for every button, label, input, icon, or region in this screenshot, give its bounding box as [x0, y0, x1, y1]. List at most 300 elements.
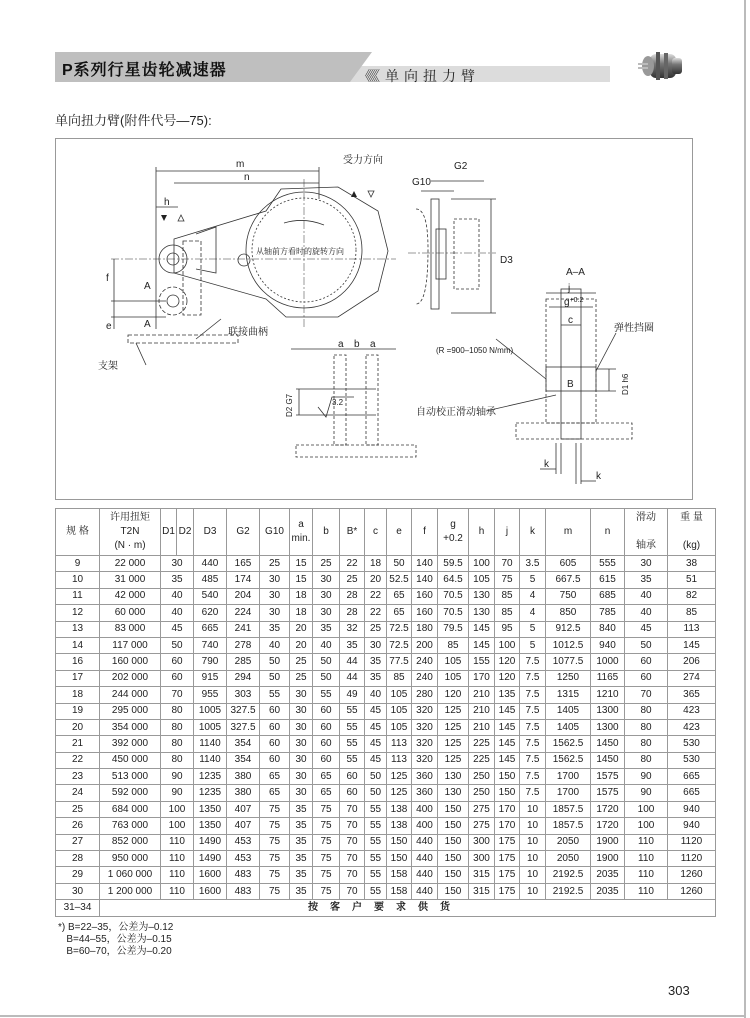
table-cell: 80 [161, 736, 194, 752]
table-row [56, 687, 716, 703]
table-cell: 20 [56, 719, 100, 735]
table-cell: 28 [340, 605, 365, 621]
table-cell: 110 [161, 834, 194, 850]
table-cell: 955 [194, 687, 227, 703]
table-cell: 60 [625, 654, 668, 670]
table-cell: 65 [260, 769, 290, 785]
table-cell: 1260 [668, 883, 716, 899]
table-cell: 1140 [194, 752, 227, 768]
header-G2: G2 [227, 509, 260, 556]
page-edge-right [744, 0, 746, 1018]
table-cell: 50 [313, 654, 340, 670]
footnote [58, 922, 173, 958]
table-cell: 17 [56, 670, 100, 686]
table-cell: 72.5 [387, 637, 412, 653]
table-cell: 140 [412, 556, 438, 572]
table-row [56, 834, 716, 850]
table-cell: 540 [194, 588, 227, 604]
spring-rate-note: (R =900–1050 N/mm) [436, 346, 514, 355]
table-cell: 75 [313, 867, 340, 883]
table-cell: 31 000 [100, 572, 161, 588]
section-title [358, 66, 480, 86]
table-cell: 763 000 [100, 818, 161, 834]
table-cell: 1405 [546, 719, 591, 735]
table-cell: 10 [520, 801, 546, 817]
footnote-line: *) B=22–35，公差为–0.12 [58, 922, 174, 933]
table-cell: 75 [313, 883, 340, 899]
table-cell: 125 [438, 703, 469, 719]
table-cell: 138 [387, 801, 412, 817]
table-cell: 18 [365, 556, 387, 572]
table-cell: 125 [438, 719, 469, 735]
table-cell: 10 [520, 851, 546, 867]
table-cell: 38 [668, 556, 716, 572]
table-cell: 21 [56, 736, 100, 752]
table-row [56, 605, 716, 621]
table-cell: 59.5 [438, 556, 469, 572]
table-cell: 45 [365, 719, 387, 735]
table-cell: 40 [625, 588, 668, 604]
table-cell: 380 [227, 769, 260, 785]
table-cell: 83 000 [100, 621, 161, 637]
table-cell: 23 [56, 769, 100, 785]
table-cell: 1005 [194, 719, 227, 735]
table-cell: 60 [161, 654, 194, 670]
table-cell: 1300 [591, 703, 625, 719]
table-cell: 2035 [591, 867, 625, 883]
table-cell: 30 [313, 605, 340, 621]
table-cell: 105 [469, 572, 495, 588]
table-row [56, 801, 716, 817]
table-cell: 145 [469, 621, 495, 637]
table-cell: 18 [56, 687, 100, 703]
header-f: f [412, 509, 438, 556]
table-cell: 155 [469, 654, 495, 670]
table-cell: 40 [625, 605, 668, 621]
table-cell: 130 [438, 785, 469, 801]
table-cell: 45 [365, 703, 387, 719]
table-cell: 244 000 [100, 687, 161, 703]
table-cell: 7.5 [520, 769, 546, 785]
table-cell: 75 [313, 818, 340, 834]
table-cell: 85 [668, 605, 716, 621]
dim-D1h6: D1 h6 [621, 373, 630, 395]
table-cell: 40 [313, 637, 340, 653]
table-cell: 145 [495, 719, 520, 735]
table-cell: 55 [365, 801, 387, 817]
table-cell: 150 [387, 834, 412, 850]
table-cell: 12 [56, 605, 100, 621]
table-cell: 423 [668, 719, 716, 735]
table-cell: 9 [56, 556, 100, 572]
table-cell: 1600 [194, 867, 227, 883]
table-cell: 35 [340, 637, 365, 653]
table-cell: 35 [290, 867, 313, 883]
dim-k-left: k [544, 459, 549, 470]
table-cell: 85 [495, 588, 520, 604]
table-cell: 1450 [591, 736, 625, 752]
header-j: j [495, 509, 520, 556]
table-cell: 125 [438, 736, 469, 752]
table-cell: 30 [290, 687, 313, 703]
dim-f: f [106, 273, 109, 284]
table-cell: 45 [625, 621, 668, 637]
table-cell: 175 [495, 883, 520, 899]
table-cell: 60 [340, 785, 365, 801]
table-cell: 360 [412, 785, 438, 801]
table-cell: 170 [495, 801, 520, 817]
table-row [56, 621, 716, 637]
table-cell: 30 [290, 736, 313, 752]
roughness-value: 3.2 [332, 398, 344, 407]
table-cell: 275 [469, 818, 495, 834]
table-cell: 785 [591, 605, 625, 621]
table-cell: 113 [387, 736, 412, 752]
table-cell: 75 [260, 851, 290, 867]
table-cell: 55 [340, 719, 365, 735]
table-cell: 665 [194, 621, 227, 637]
table-cell: 145 [495, 703, 520, 719]
table-cell: 1900 [591, 834, 625, 850]
table-cell: 175 [495, 834, 520, 850]
table-cell: 85 [438, 637, 469, 653]
table-cell: 32 [340, 621, 365, 637]
table-cell: 15 [290, 572, 313, 588]
table-cell: 70 [340, 867, 365, 883]
table-cell: 19 [56, 703, 100, 719]
table-cell: 840 [591, 621, 625, 637]
table-cell: 1405 [546, 703, 591, 719]
table-cell: 10 [520, 834, 546, 850]
table-cell: 70 [340, 818, 365, 834]
table-cell: 70 [340, 801, 365, 817]
table-cell: 150 [438, 818, 469, 834]
header-m: m [546, 509, 591, 556]
spec-table [55, 508, 716, 917]
table-cell: 665 [668, 769, 716, 785]
table-cell: 30 [260, 605, 290, 621]
rotation-note: 从轴前方看时的旋转方向 [256, 247, 344, 256]
table-cell: 100 [625, 801, 668, 817]
table-cell: 80 [161, 703, 194, 719]
table-cell: 740 [194, 637, 227, 653]
table-cell: 1 200 000 [100, 883, 161, 899]
table-row [56, 719, 716, 735]
table-cell: 60 [260, 703, 290, 719]
table-cell: 125 [387, 785, 412, 801]
table-cell: 29 [56, 867, 100, 883]
bracket-label: 支架 [98, 361, 118, 372]
table-cell: 1350 [194, 818, 227, 834]
section-title-text: 单向扭力臂 [385, 68, 480, 84]
table-cell: 72.5 [387, 621, 412, 637]
table-cell: 7.5 [520, 670, 546, 686]
table-cell: 18 [290, 605, 313, 621]
table-cell: 10 [520, 818, 546, 834]
table-cell: 110 [625, 883, 668, 899]
table-cell: 440 [194, 556, 227, 572]
table-cell: 120 [438, 687, 469, 703]
table-cell: 27 [56, 834, 100, 850]
table-cell: 40 [161, 605, 194, 621]
table-cell: 22 [365, 605, 387, 621]
table-cell: 145 [495, 736, 520, 752]
header-Bstar: B* [340, 509, 365, 556]
table-cell: 30 [290, 785, 313, 801]
table-cell: 912.5 [546, 621, 591, 637]
table-cell: 423 [668, 703, 716, 719]
table-cell: 7.5 [520, 736, 546, 752]
table-cell: 110 [161, 851, 194, 867]
table-cell: 35 [260, 621, 290, 637]
table-cell: 55 [340, 752, 365, 768]
table-row [56, 670, 716, 686]
table-cell: 130 [469, 605, 495, 621]
drawing-svg [56, 139, 694, 501]
table-cell: 392 000 [100, 736, 161, 752]
table-cell: 1005 [194, 703, 227, 719]
table-cell: 202 000 [100, 670, 161, 686]
table-row [56, 654, 716, 670]
table-cell: 130 [469, 588, 495, 604]
table-cell: 150 [438, 851, 469, 867]
table-cell: 28 [56, 851, 100, 867]
table-cell: 30 [313, 572, 340, 588]
section-A-lower: A [144, 319, 151, 330]
table-cell: 440 [412, 867, 438, 883]
table-cell: 327.5 [227, 703, 260, 719]
dim-D3: D3 [500, 255, 513, 266]
table-cell: 240 [412, 654, 438, 670]
table-cell: 485 [194, 572, 227, 588]
dim-D2G7: D2 G7 [285, 393, 294, 417]
table-cell: 70.5 [438, 605, 469, 621]
table-cell: 667.5 [546, 572, 591, 588]
table-cell: 70 [625, 687, 668, 703]
chevrons-icon: 《《《 [358, 68, 377, 84]
table-cell: 100 [625, 818, 668, 834]
table-cell: 210 [469, 719, 495, 735]
table-cell: 90 [625, 785, 668, 801]
table-cell: 1300 [591, 719, 625, 735]
table-cell: 80 [161, 752, 194, 768]
table-cell: 1260 [668, 867, 716, 883]
table-cell: 4 [520, 605, 546, 621]
header-torque: 许用扭矩 T2N (N · m) [100, 509, 161, 556]
table-cell: 75 [260, 883, 290, 899]
table-cell: 100 [161, 801, 194, 817]
table-cell: 75 [313, 801, 340, 817]
table-cell: 100 [469, 556, 495, 572]
catalog-title: P系列行星齿轮减速器 [62, 62, 227, 79]
table-cell: 35 [290, 801, 313, 817]
table-cell: 20 [290, 637, 313, 653]
table-cell: 158 [387, 883, 412, 899]
table-cell: 1235 [194, 785, 227, 801]
table-cell: 50 [260, 654, 290, 670]
table-cell: 18 [290, 588, 313, 604]
table-cell: 40 [161, 588, 194, 604]
table-cell: 90 [161, 769, 194, 785]
page-edge-bottom [0, 1015, 746, 1017]
table-cell: 75 [313, 851, 340, 867]
bearing-label: 自动校正滑动轴承 [416, 407, 496, 418]
table-cell: 120 [495, 654, 520, 670]
table-cell: 25 [290, 654, 313, 670]
custom-order-note: 按客户要求供货 [100, 900, 716, 916]
table-cell: 50 [313, 670, 340, 686]
table-cell: 555 [591, 556, 625, 572]
table-cell: 1000 [591, 654, 625, 670]
table-cell: 64.5 [438, 572, 469, 588]
table-cell: 225 [469, 752, 495, 768]
table-cell: 45 [365, 736, 387, 752]
table-cell: 303 [227, 687, 260, 703]
table-cell: 852 000 [100, 834, 161, 850]
table-cell: 70 [161, 687, 194, 703]
table-cell: 45 [365, 752, 387, 768]
table-cell: 160 [412, 605, 438, 621]
table-cell: 320 [412, 719, 438, 735]
table-cell: 1140 [194, 736, 227, 752]
table-cell: 5 [520, 621, 546, 637]
table-cell: 60 [161, 670, 194, 686]
table-row [56, 867, 716, 883]
table-cell: 750 [546, 588, 591, 604]
table-cell: 75 [260, 801, 290, 817]
table-cell: 30 [290, 719, 313, 735]
table-cell: 915 [194, 670, 227, 686]
table-cell: 105 [387, 703, 412, 719]
table-cell: 1700 [546, 785, 591, 801]
table-row [56, 752, 716, 768]
table-cell: 1857.5 [546, 801, 591, 817]
table-cell: 407 [227, 801, 260, 817]
table-cell: 150 [387, 851, 412, 867]
table-cell: 35 [290, 818, 313, 834]
table-cell: 13 [56, 621, 100, 637]
table-cell: 25 [260, 556, 290, 572]
dim-G2: G2 [454, 161, 468, 172]
table-cell: 1575 [591, 785, 625, 801]
table-cell: 30 [290, 703, 313, 719]
table-cell: 85 [495, 605, 520, 621]
header-weight: 重 量 (kg) [668, 509, 716, 556]
crank-label: 联接曲柄 [228, 327, 268, 338]
table-cell: 1 060 000 [100, 867, 161, 883]
table-cell: 1575 [591, 769, 625, 785]
table-cell: 7.5 [520, 785, 546, 801]
table-cell: 117 000 [100, 637, 161, 653]
table-cell: 180 [412, 621, 438, 637]
table-cell: 174 [227, 572, 260, 588]
footnote-line: B=60–70，公差为–0.20 [58, 946, 172, 957]
table-cell: 1700 [546, 769, 591, 785]
table-cell: 110 [625, 867, 668, 883]
table-cell: 140 [412, 572, 438, 588]
table-cell: 50 [161, 637, 194, 653]
table-cell: 320 [412, 703, 438, 719]
table-cell: 25 [290, 670, 313, 686]
header-g: g +0.2 [438, 509, 469, 556]
table-cell: 150 [438, 834, 469, 850]
table-cell: 3.5 [520, 556, 546, 572]
table-cell: 130 [438, 769, 469, 785]
table-cell: 294 [227, 670, 260, 686]
table-cell: 65 [387, 605, 412, 621]
header-c: c [365, 509, 387, 556]
table-cell: 70 [340, 834, 365, 850]
table-cell: 50 [260, 670, 290, 686]
table-cell: 440 [412, 883, 438, 899]
table-cell: 113 [668, 621, 716, 637]
table-cell: 120 [495, 670, 520, 686]
table-cell-spec: 31–34 [56, 900, 100, 916]
table-cell: 1120 [668, 851, 716, 867]
table-cell: 483 [227, 883, 260, 899]
table-cell: 75 [495, 572, 520, 588]
table-cell: 1720 [591, 801, 625, 817]
table-cell: 7.5 [520, 703, 546, 719]
table-cell: 113 [387, 752, 412, 768]
table-cell: 10 [520, 867, 546, 883]
table-cell: 22 [365, 588, 387, 604]
table-cell: 100 [495, 637, 520, 653]
table-cell: 75 [260, 834, 290, 850]
table-cell: 55 [260, 687, 290, 703]
table-cell: 105 [387, 719, 412, 735]
table-cell: 105 [438, 654, 469, 670]
dim-n: n [244, 172, 250, 183]
table-header-row [56, 509, 716, 556]
table-row [56, 736, 716, 752]
table-cell: 1250 [546, 670, 591, 686]
table-cell: 35 [365, 654, 387, 670]
table-cell: 14 [56, 637, 100, 653]
table-cell: 22 [340, 556, 365, 572]
table-cell: 315 [469, 867, 495, 883]
table-cell: 24 [56, 785, 100, 801]
table-cell: 380 [227, 785, 260, 801]
table-cell: 110 [625, 851, 668, 867]
table-cell: 2192.5 [546, 867, 591, 883]
dim-m: m [236, 159, 245, 170]
table-cell: 1120 [668, 834, 716, 850]
table-row [56, 556, 716, 572]
table-cell: 150 [438, 867, 469, 883]
table-cell: 360 [412, 769, 438, 785]
header-a: a min. [290, 509, 313, 556]
table-cell: 320 [412, 736, 438, 752]
table-cell: 165 [227, 556, 260, 572]
table-cell: 150 [438, 801, 469, 817]
table-cell: 354 [227, 736, 260, 752]
table-cell: 278 [227, 637, 260, 653]
table-cell: 55 [365, 867, 387, 883]
table-cell: 7.5 [520, 654, 546, 670]
table-cell: 25 [365, 621, 387, 637]
header-e: e [387, 509, 412, 556]
table-cell: 42 000 [100, 588, 161, 604]
table-cell: 210 [469, 687, 495, 703]
table-row [56, 818, 716, 834]
table-cell: 300 [469, 834, 495, 850]
table-cell: 11 [56, 588, 100, 604]
table-cell: 224 [227, 605, 260, 621]
table-cell: 60 [260, 719, 290, 735]
table-cell: 35 [313, 621, 340, 637]
table-cell: 530 [668, 736, 716, 752]
